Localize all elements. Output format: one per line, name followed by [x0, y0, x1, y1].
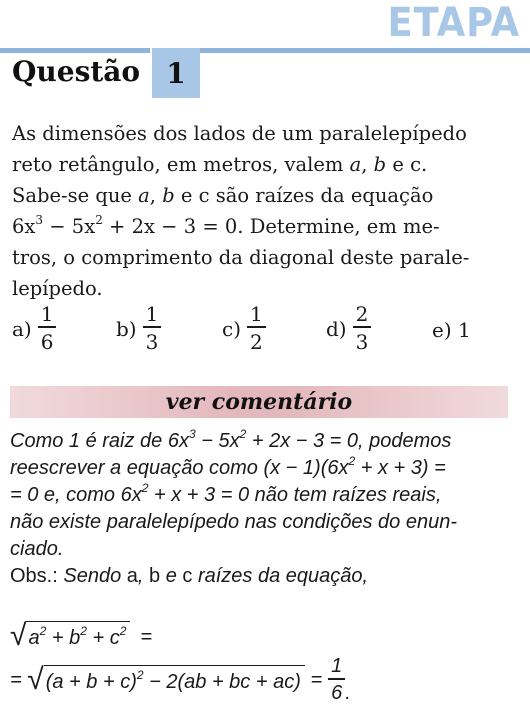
option-d[interactable]: d) $\frac{2}{3}$ [326, 302, 371, 356]
option-c[interactable]: c) $\frac{1}{2}$ [222, 302, 266, 356]
question-line-5: tros, o comprimento da diagonal deste parale- [12, 246, 470, 269]
question-line-6: lepípedo. [12, 277, 103, 300]
question-line-2: reto retângulo, em metros, valem a, b e c. [12, 153, 428, 176]
result-fraction: $\frac{1}{6}$ [328, 654, 345, 706]
option-a[interactable]: a) $\frac{1}{6}$ [12, 302, 56, 356]
obs-line: Obs.: Sendo a, b e c raízes da equação, [10, 565, 369, 587]
radical-sign-icon: √ [10, 619, 27, 652]
ver-comentario-link[interactable]: ver comentário [165, 389, 353, 415]
equation: $6x^3 - 5x^2 + 2x - 3 = 0$. [12, 213, 244, 238]
solution-line-5: ciado. [10, 538, 64, 560]
solution-line-4: não existe paralelepípedo nas condições do enun- [10, 511, 457, 533]
diagonal-formula: √ $a^2 + b^2 + c^2$ = [10, 619, 153, 652]
solution-line-3: = 0 e, como $6x^2 + x + 3 = 0$ não tem raízes reais, [10, 481, 442, 506]
solution-line-2: reescrever a equação como $(x - 1)(6x^2 + x + 3)$ = [10, 454, 446, 479]
question-label: Questão [12, 55, 141, 88]
radical-sign-icon: √ [27, 663, 44, 696]
solution-line-1: Como 1 é raiz de $6x^3 - 5x^2 + 2x - 3 = 0$, podemos [10, 427, 452, 452]
solution-text [10, 428, 510, 563]
square-root: √ $a^2 + b^2 + c^2$ [10, 620, 130, 652]
question-line-3: Sabe-se que a, b e c são raízes da equação [12, 184, 434, 207]
question-line-1: As dimensões dos lados de um paralelepípedo [12, 122, 467, 145]
header-rule-left [0, 48, 150, 53]
square-root-2: √ $(a + b + c)^2 - 2(ab$ + bc + ac) [27, 664, 305, 696]
option-e[interactable]: e) 1 [432, 318, 471, 342]
brand-logo: ETAPA [387, 0, 520, 46]
question-line-4: $6x^3 - 5x^2 + 2x - 3 = 0$. Determine, em me- [12, 213, 440, 238]
answer-options [12, 302, 522, 362]
header-rule-right [200, 48, 530, 53]
option-b[interactable]: b) $\frac{1}{3}$ [116, 302, 161, 356]
question-text [12, 118, 508, 304]
diagonal-result: = √ $(a + b + c)^2 - 2(ab$ + bc + ac) = $\frac{1}{6}$ . [10, 655, 351, 704]
question-number: 1 [152, 48, 200, 98]
